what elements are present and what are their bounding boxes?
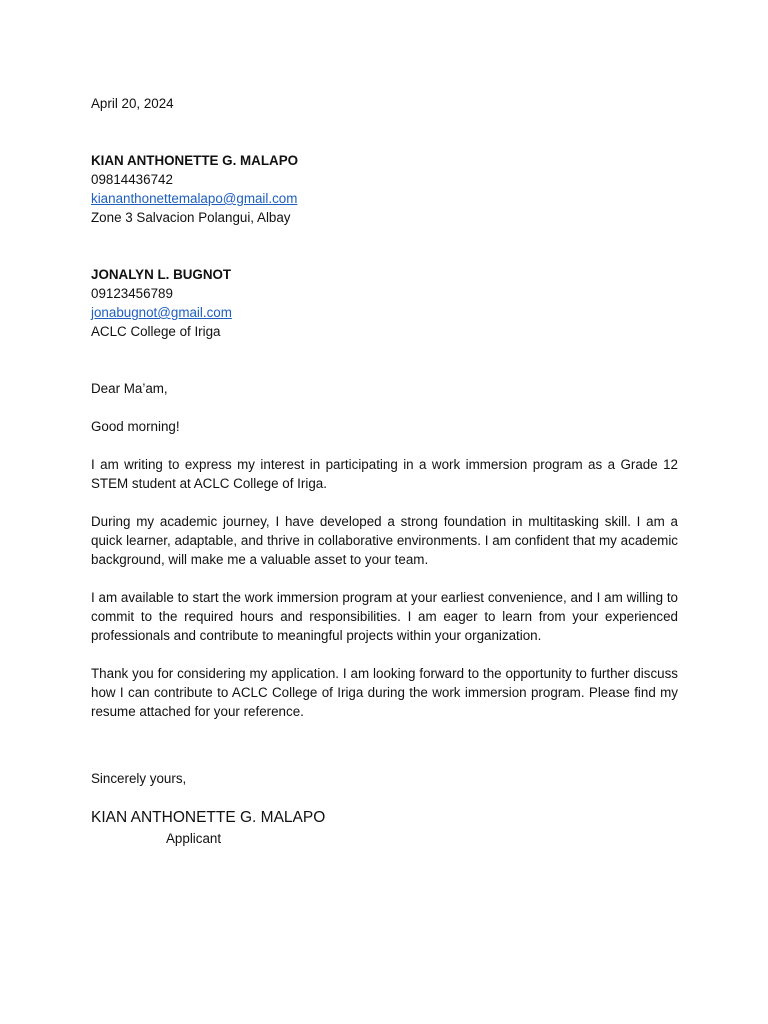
spacer [91,227,678,265]
recipient-block [91,265,678,341]
sender-address: Zone 3 Salvacion Polangui, Albay [91,210,291,225]
spacer [91,569,678,588]
signature-title: Applicant [166,831,222,846]
spacer [91,493,678,512]
sender-email-link[interactable]: kiananthonettemalapo@gmail.com [91,191,298,206]
greeting: Good morning! [91,419,180,434]
signature-name: KIAN ANTHONETTE G. MALAPO [91,809,326,826]
sender-name: KIAN ANTHONETTE G. MALAPO [91,153,299,168]
salutation: Dear Ma’am, [91,381,168,396]
paragraph-background: During my academic journey, I have developed a strong foundation in multitasking skill. I am a quick learner, adaptable, and thrive in collaborative environments. I am confident that my academic background, will make me a valuable asset to your team. [91,514,678,567]
paragraph-intro: I am writing to express my interest in participating in a work immersion program as a Grade 12 STEM student at ACLC College of Iriga. [91,457,678,491]
spacer [91,113,678,151]
spacer [91,721,678,769]
recipient-phone: 09123456789 [91,286,173,301]
sender-block [91,151,678,227]
spacer [91,436,678,455]
closing: Sincerely yours, [91,771,187,786]
sender-phone: 09814436742 [91,172,173,187]
spacer [91,398,678,417]
recipient-email-link[interactable]: jonabugnot@gmail.com [91,305,232,320]
recipient-organization: ACLC College of Iriga [91,324,221,339]
spacer [91,341,678,379]
recipient-name: JONALYN L. BUGNOT [91,267,232,282]
letter-date: April 20, 2024 [91,96,174,111]
paragraph-thanks: Thank you for considering my application. I am looking forward to the opportunity to further discuss how I can contribute to ACLC College of Iriga during the work immersion program. Please find my resume attached for your reference. [91,666,678,719]
paragraph-availability: I am available to start the work immersion program at your earliest convenience, and I am willing to commit to the required hours and responsibilities. I am eager to learn from your experienced professionals and contribute to meaningful projects within your organization. [91,590,678,643]
letter-body [91,94,678,848]
spacer [91,645,678,664]
